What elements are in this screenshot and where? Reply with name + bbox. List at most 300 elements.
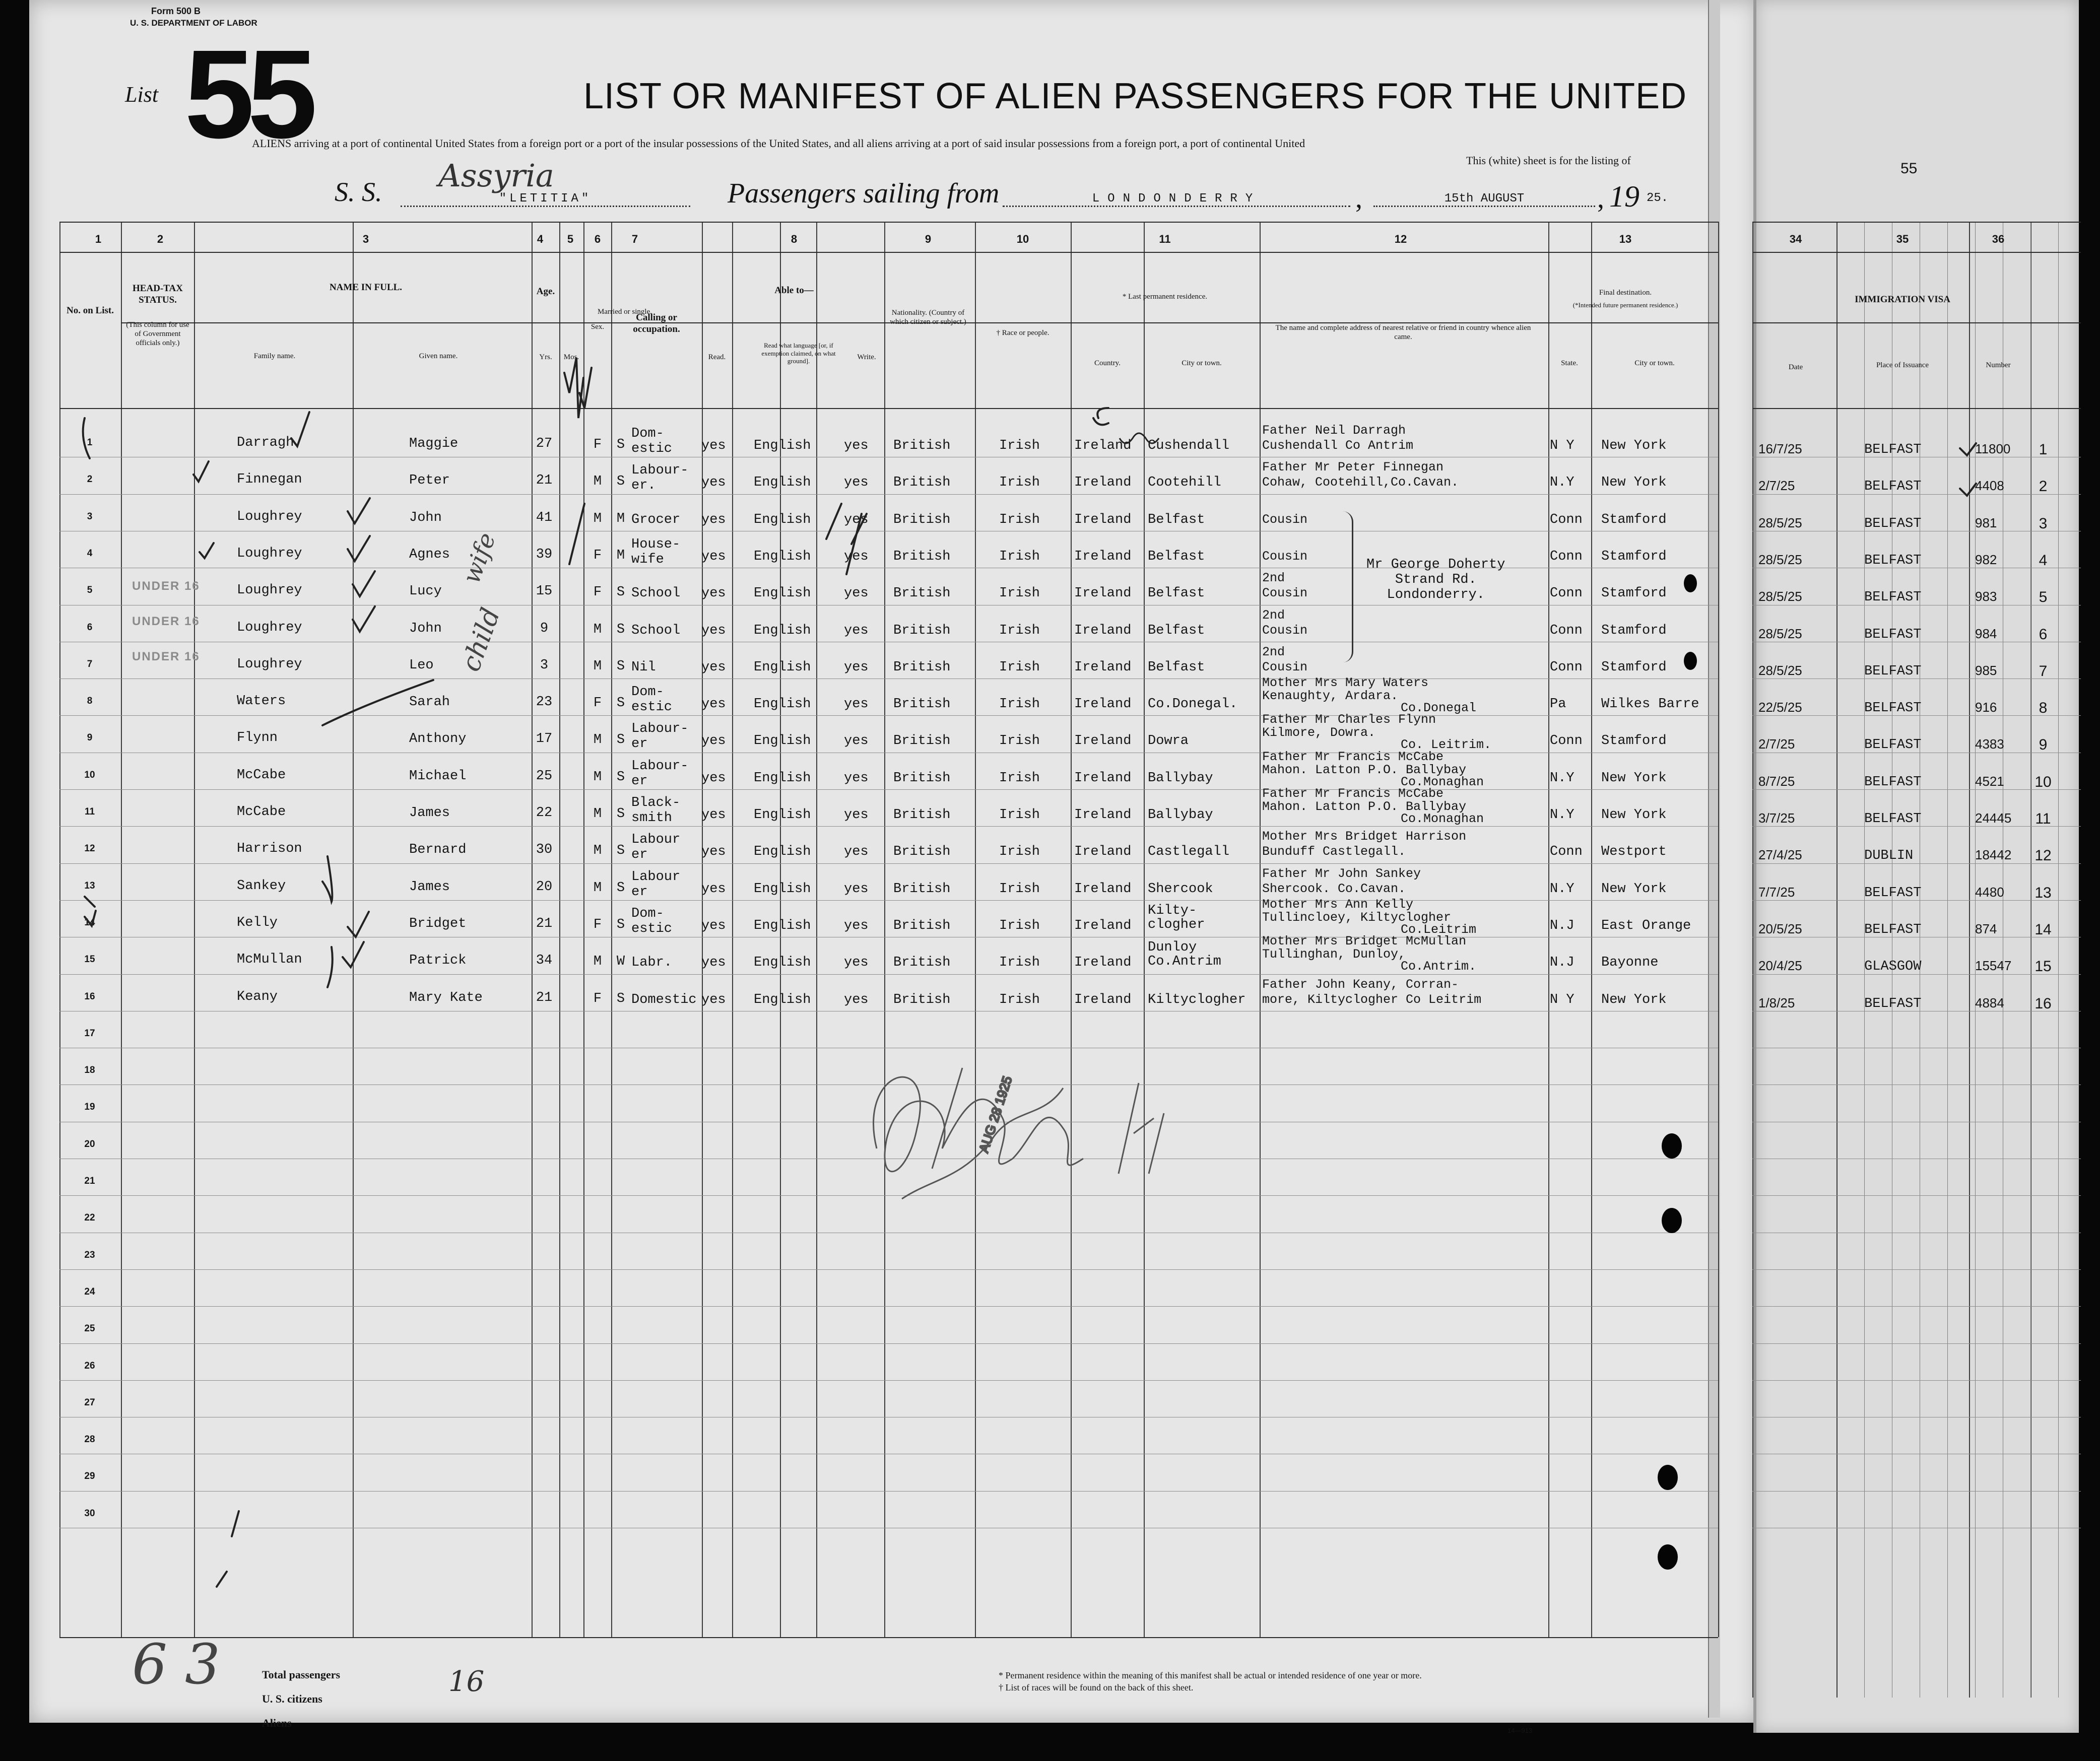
visa-date-cell: 28/5/25: [1758, 515, 1802, 530]
occupation-cell: er: [631, 885, 648, 900]
occupation-cell: House-: [631, 537, 681, 552]
row-number: 26: [84, 1361, 95, 1371]
visa-place-cell: BELFAST: [1864, 627, 1922, 642]
write-cell: yes: [844, 882, 869, 897]
race-header: † Race or people.: [996, 329, 1049, 337]
sex-cell: F: [593, 548, 602, 563]
visa-number-cell: 4383: [1975, 736, 2004, 752]
write-cell: yes: [844, 918, 869, 933]
visa-date-cell: 2/7/25: [1758, 736, 1795, 752]
ship-name: "LETITIA": [401, 192, 690, 207]
row-number: 7: [87, 659, 93, 669]
language-cell: English: [754, 882, 811, 897]
state-cell: N.Y: [1550, 771, 1574, 786]
marital-cell: S: [616, 474, 625, 489]
relative-cell: Father Neil Darragh: [1262, 423, 1406, 438]
ss-label: S. S.: [335, 177, 382, 207]
sex-cell: F: [593, 437, 602, 452]
marital-cell: W: [616, 954, 625, 969]
relative-line: Londonderry.: [1387, 587, 1485, 602]
row-number: 12: [84, 843, 95, 854]
column-number: 36: [1992, 233, 2005, 245]
handwritten-note: wife: [457, 529, 502, 587]
marital-cell: S: [616, 991, 625, 1006]
visa-number-cell: 983: [1975, 589, 1997, 604]
visa-date-cell: 1/8/25: [1758, 995, 1795, 1010]
nationality-cell: British: [893, 807, 951, 823]
race-cell: Irish: [999, 844, 1040, 859]
country-cell: Ireland: [1074, 844, 1132, 859]
race-cell: Irish: [999, 955, 1040, 970]
visa-place-cell: BELFAST: [1864, 922, 1922, 937]
occupation-cell: estic: [631, 441, 673, 456]
months-header: Mos.: [563, 353, 579, 361]
race-cell: Irish: [999, 475, 1040, 490]
visa-number-cell: 984: [1975, 626, 1997, 641]
nationality-header: Nationality. (Country of which citizen or subject.): [890, 309, 966, 326]
family-name-header: Family name.: [253, 352, 296, 360]
city-header: City or town.: [1182, 359, 1222, 367]
nationality-cell: British: [893, 623, 951, 638]
destination-city-cell: Stamford: [1601, 623, 1667, 638]
relative-cell: Cousin: [1262, 623, 1308, 638]
age-cell: 27: [536, 436, 553, 451]
year-prefix: 19: [1609, 180, 1639, 213]
year-suffix: 25.: [1647, 191, 1669, 205]
race-cell: Irish: [999, 882, 1040, 897]
marital-cell: S: [616, 732, 625, 748]
visa-number-cell: 4480: [1975, 885, 2004, 900]
country-cell: Ireland: [1074, 992, 1132, 1007]
read-cell: yes: [701, 844, 726, 859]
visa-date-cell: 8/7/25: [1758, 774, 1795, 789]
age-cell: 34: [536, 953, 553, 968]
write-cell: yes: [844, 807, 869, 823]
family-name-cell: Loughrey: [237, 546, 302, 561]
visa-row-number: 3: [2039, 515, 2048, 532]
race-cell: Irish: [999, 697, 1040, 712]
visa-row-number: 8: [2039, 700, 2048, 716]
language-cell: English: [754, 549, 811, 564]
state-cell: Conn: [1550, 660, 1583, 675]
destination-city-cell: Stamford: [1601, 586, 1667, 601]
marital-cell: M: [616, 511, 625, 526]
race-cell: Irish: [999, 992, 1040, 1007]
city-cell: Belfast: [1148, 586, 1205, 601]
white-sheet-note: This (white) sheet is for the listing of: [1466, 154, 1631, 167]
age-cell: 23: [536, 695, 553, 710]
destination-city-cell: Wilkes Barre: [1601, 697, 1699, 712]
given-name-cell: Patrick: [409, 953, 467, 968]
occupation-cell: Dom-: [631, 426, 664, 441]
relative-cell: Father Mr Francis McCabe: [1262, 786, 1444, 801]
city-cell: Cootehill: [1148, 475, 1221, 490]
column-number: 34: [1789, 233, 1802, 245]
age-cell: 21: [536, 473, 553, 488]
punch-hole: [1662, 1133, 1682, 1159]
visa-place-cell: DUBLIN: [1864, 848, 1914, 863]
visa-row-number: 14: [2035, 921, 2052, 938]
race-cell: Irish: [999, 918, 1040, 933]
column-number: 12: [1394, 233, 1407, 245]
occupation-cell: er: [631, 736, 648, 752]
destination-city-cell: Westport: [1601, 844, 1667, 859]
race-cell: Irish: [999, 512, 1040, 527]
language-cell: English: [754, 660, 811, 675]
marital-cell: S: [616, 622, 625, 637]
row-number: 30: [84, 1508, 95, 1519]
sex-cell: M: [593, 770, 602, 785]
visa-date-cell: 3/7/25: [1758, 810, 1795, 826]
read-language-header: Read what language [or, if exemption claimed, on what ground].: [761, 342, 836, 365]
visa-row-number: 15: [2035, 958, 2052, 975]
visa-number-cell: 24445: [1975, 810, 2012, 826]
destination-city-header: City or town.: [1634, 359, 1675, 367]
relative-cell: Co.Antrim.: [1401, 959, 1477, 974]
race-footnote: † List of races will be found on the back of this sheet.: [999, 1682, 1194, 1692]
visa-date-header: Date: [1788, 363, 1803, 371]
row-number: 19: [84, 1102, 95, 1112]
department-label: U. S. DEPARTMENT OF LABOR: [130, 18, 257, 28]
read-cell: yes: [701, 549, 726, 564]
write-header: Write.: [857, 353, 876, 361]
row-number: 6: [87, 622, 93, 633]
race-cell: Irish: [999, 438, 1040, 453]
relative-cell: Shercook. Co.Cavan.: [1262, 882, 1406, 896]
column-number: 13: [1619, 233, 1632, 245]
nationality-cell: British: [893, 660, 951, 675]
marital-cell: S: [616, 880, 625, 896]
row-number: 16: [84, 991, 95, 1002]
given-name-cell: Anthony: [409, 731, 467, 747]
country-cell: Ireland: [1074, 623, 1132, 638]
destination-city-cell: Stamford: [1601, 660, 1667, 675]
comma: ,: [1355, 183, 1362, 214]
visa-place-cell: BELFAST: [1864, 664, 1922, 679]
state-cell: Conn: [1550, 549, 1583, 564]
read-cell: yes: [701, 586, 726, 601]
read-cell: yes: [701, 660, 726, 675]
relative-cell: Co.Monaghan: [1401, 775, 1484, 789]
years-header: Yrs.: [539, 353, 552, 361]
language-cell: English: [754, 586, 811, 601]
given-name-cell: Bernard: [409, 842, 467, 857]
occupation-header: Calling or occupation.: [633, 312, 680, 334]
country-cell: Ireland: [1074, 475, 1132, 490]
age-cell: 30: [536, 842, 553, 857]
us-citizens-label: U. S. citizens: [262, 1692, 322, 1705]
country-cell: Ireland: [1074, 882, 1132, 897]
sex-cell: M: [593, 659, 602, 674]
occupation-cell: Domestic: [631, 992, 697, 1007]
write-cell: yes: [844, 733, 869, 749]
row-number: 25: [84, 1323, 95, 1334]
row-number: 29: [84, 1471, 95, 1481]
list-number: 55: [184, 24, 311, 164]
occupation-cell: smith: [631, 810, 673, 826]
occupation-cell: Black-: [631, 795, 681, 810]
write-cell: yes: [844, 438, 869, 453]
visa-date-cell: 28/5/25: [1758, 589, 1802, 604]
state-cell: Conn: [1550, 623, 1583, 638]
visa-row-number: 11: [2035, 810, 2051, 827]
language-cell: English: [754, 955, 811, 970]
given-name-cell: Agnes: [409, 547, 450, 562]
sex-cell: F: [593, 696, 602, 711]
visa-number-cell: 985: [1975, 663, 1997, 678]
row-number: 23: [84, 1250, 95, 1260]
given-name-cell: Lucy: [409, 584, 442, 599]
write-cell: yes: [844, 992, 869, 1007]
race-cell: Irish: [999, 623, 1040, 638]
city-cell: Ballybay: [1148, 807, 1213, 823]
age-cell: 25: [536, 769, 553, 784]
state-cell: Conn: [1550, 512, 1583, 527]
marital-cell: M: [616, 548, 625, 563]
city-cell: Co.Donegal.: [1148, 697, 1238, 712]
age-cell: 21: [536, 916, 553, 931]
destination-city-cell: New York: [1601, 882, 1667, 897]
final-destination-header: Final destination.: [1599, 289, 1652, 297]
language-cell: English: [754, 438, 811, 453]
race-cell: Irish: [999, 660, 1040, 675]
country-cell: Ireland: [1074, 697, 1132, 712]
race-cell: Irish: [999, 733, 1040, 749]
write-cell: yes: [844, 586, 869, 601]
write-cell: yes: [844, 771, 869, 786]
relative-cell: Co.Leitrim: [1401, 922, 1477, 937]
age-cell: 39: [536, 547, 553, 562]
age-cell: 41: [536, 510, 553, 525]
total-passengers-label: Total passengers: [262, 1668, 341, 1681]
nationality-cell: British: [893, 955, 951, 970]
visa-row-number: 9: [2039, 736, 2048, 753]
family-name-cell: Finnegan: [237, 472, 302, 487]
visa-number-cell: 15547: [1975, 958, 2012, 973]
occupation-cell: Labour-: [631, 759, 689, 774]
write-cell: yes: [844, 549, 869, 564]
read-cell: yes: [701, 623, 726, 638]
state-header: State.: [1561, 359, 1578, 367]
occupation-cell: Nil: [631, 660, 656, 675]
column-number: 11: [1159, 233, 1171, 245]
destination-city-cell: New York: [1601, 771, 1667, 786]
row-number: 24: [84, 1286, 95, 1297]
country-cell: Ireland: [1074, 586, 1132, 601]
row-number: 21: [84, 1176, 95, 1186]
nationality-cell: British: [893, 512, 951, 527]
handwritten-note: child: [455, 604, 506, 675]
occupation-cell: Grocer: [631, 512, 681, 527]
relative-cell: Mahon. Latton P.O. Ballybay: [1262, 763, 1467, 777]
race-cell: Irish: [999, 771, 1040, 786]
relative-cell: Co. Leitrim.: [1401, 737, 1492, 752]
family-name-cell: Sankey: [237, 878, 286, 894]
visa-place-cell: BELFAST: [1864, 516, 1922, 531]
sex-cell: M: [593, 880, 602, 896]
occupation-cell: Labour-: [631, 463, 689, 478]
write-cell: yes: [844, 697, 869, 712]
marital-cell: S: [616, 696, 625, 711]
city-cell: Co.Antrim: [1148, 954, 1221, 969]
under-16-stamp: UNDER 16: [132, 650, 200, 663]
comma: ,: [1597, 183, 1604, 214]
final-destination-note: (*Intended future permanent residence.): [1572, 301, 1678, 309]
relative-cell: Mother Mrs Bridget Harrison: [1262, 829, 1467, 844]
visa-number-cell: 981: [1975, 515, 1997, 530]
family-name-cell: Loughrey: [237, 620, 302, 635]
marital-cell: S: [616, 917, 625, 932]
row-number: 8: [87, 696, 93, 706]
visa-place-cell: BELFAST: [1864, 701, 1922, 716]
visa-number-cell: 11800: [1975, 441, 2011, 456]
read-cell: yes: [701, 512, 726, 527]
state-cell: Conn: [1550, 844, 1583, 859]
sex-cell: M: [593, 954, 602, 969]
visa-place-cell: BELFAST: [1864, 553, 1922, 568]
row-number: 28: [84, 1434, 95, 1445]
visa-row-number: 1: [2039, 441, 2048, 458]
marital-cell: S: [616, 770, 625, 785]
write-cell: yes: [844, 844, 869, 859]
relative-cell: Cousin: [1262, 586, 1308, 600]
sailing-date: 15th AUGUST: [1373, 192, 1595, 207]
row-number: 27: [84, 1397, 95, 1408]
state-cell: N.J: [1550, 955, 1574, 970]
nationality-cell: British: [893, 475, 951, 490]
visa-date-cell: 20/4/25: [1758, 958, 1802, 973]
relative-cell: 2nd: [1262, 608, 1285, 623]
total-passengers-value: 16: [448, 1665, 485, 1698]
country-cell: Ireland: [1074, 438, 1132, 453]
relative-cell: Co.Donegal: [1401, 701, 1477, 715]
sex-cell: M: [593, 622, 602, 637]
under-16-stamp: UNDER 16: [132, 579, 200, 593]
visa-place-cell: BELFAST: [1864, 811, 1922, 827]
language-cell: English: [754, 475, 811, 490]
visa-place-cell: BELFAST: [1864, 737, 1922, 753]
state-cell: N.Y: [1550, 882, 1574, 897]
row-number: 11: [84, 806, 95, 817]
visa-row-number: 7: [2039, 663, 2048, 680]
country-cell: Ireland: [1074, 549, 1132, 564]
marital-cell: S: [616, 585, 625, 600]
given-name-cell: Michael: [409, 769, 467, 784]
age-cell: 20: [536, 879, 553, 895]
occupation-cell: Dom-: [631, 685, 664, 700]
read-cell: yes: [701, 771, 726, 786]
manifest-title: LIST OR MANIFEST OF ALIEN PASSENGERS FOR THE UNITED: [583, 76, 1687, 116]
visa-date-cell: 2/7/25: [1758, 478, 1795, 493]
city-cell: Belfast: [1148, 512, 1205, 527]
visa-number-cell: 982: [1975, 552, 1997, 567]
visa-date-cell: 28/5/25: [1758, 552, 1802, 567]
relative-cell: Cushendall Co Antrim: [1262, 438, 1414, 453]
punch-hole: [1684, 652, 1697, 670]
city-cell: Castlegall: [1148, 844, 1230, 859]
given-name-cell: Leo: [409, 658, 434, 673]
visa-row-number: 2: [2039, 478, 2048, 495]
city-cell: clogher: [1148, 917, 1205, 932]
nationality-cell: British: [893, 697, 951, 712]
visa-number-cell: 18442: [1975, 847, 2012, 862]
row-number: 17: [84, 1028, 95, 1039]
given-name-cell: Maggie: [409, 436, 458, 451]
occupation-cell: estic: [631, 700, 673, 715]
occupation-cell: School: [631, 586, 681, 601]
head-tax-header: HEAD-TAX STATUS.: [133, 283, 183, 305]
handwritten-number: 6 3: [132, 1632, 220, 1697]
sex-header: Sex.: [590, 323, 605, 331]
given-name-cell: Peter: [409, 473, 450, 488]
city-cell: Belfast: [1148, 549, 1205, 564]
visa-place-cell: GLASGOW: [1864, 959, 1922, 974]
state-cell: N.J: [1550, 918, 1574, 933]
country-cell: Ireland: [1074, 733, 1132, 749]
sex-cell: M: [593, 806, 602, 822]
visa-row-number: 4: [2039, 552, 2048, 569]
occupation-cell: er: [631, 847, 648, 862]
family-name-cell: Keany: [237, 989, 278, 1004]
visa-place-cell: BELFAST: [1864, 442, 1922, 457]
read-cell: yes: [701, 733, 726, 749]
last-residence-header: * Last permanent residence.: [1122, 293, 1208, 301]
sex-cell: M: [593, 511, 602, 526]
relative-cell: Co.Monaghan: [1401, 811, 1484, 826]
read-cell: yes: [701, 697, 726, 712]
visa-date-cell: 22/5/25: [1758, 700, 1802, 715]
country-cell: Ireland: [1074, 660, 1132, 675]
marital-cell: S: [616, 806, 625, 822]
language-cell: English: [754, 512, 811, 527]
read-cell: yes: [701, 992, 726, 1007]
state-cell: N.Y: [1550, 475, 1574, 490]
age-cell: 21: [536, 990, 553, 1005]
marital-cell: S: [616, 843, 625, 858]
family-name-cell: Loughrey: [237, 509, 302, 524]
sex-cell: M: [593, 843, 602, 858]
family-name-cell: McCabe: [237, 804, 286, 820]
nationality-cell: British: [893, 549, 951, 564]
city-cell: Ballybay: [1148, 771, 1213, 786]
occupation-cell: er.: [631, 478, 656, 493]
marital-cell: S: [616, 659, 625, 674]
country-cell: Ireland: [1074, 512, 1132, 527]
column-number: 2: [157, 233, 164, 245]
race-cell: Irish: [999, 586, 1040, 601]
nationality-cell: British: [893, 586, 951, 601]
visa-date-cell: 7/7/25: [1758, 885, 1795, 900]
row-number: 10: [84, 770, 95, 780]
column-number: 7: [631, 233, 638, 245]
column-number: 4: [537, 233, 544, 245]
relative-cell: Father Mr Francis McCabe: [1262, 750, 1444, 764]
occupation-cell: Labr.: [631, 955, 673, 970]
family-name-cell: McCabe: [237, 768, 286, 783]
state-cell: Conn: [1550, 586, 1583, 601]
given-name-cell: John: [409, 621, 442, 636]
punch-hole: [1658, 1465, 1678, 1490]
visa-place-cell: BELFAST: [1864, 590, 1922, 605]
head-tax-note: (This column for use of Government officials only.): [126, 321, 189, 347]
city-cell: Kilty-: [1148, 903, 1197, 918]
column-number: 10: [1016, 233, 1029, 245]
relative-cell: Mother Mrs Bridget McMullan: [1262, 934, 1467, 949]
family-name-cell: Flynn: [237, 730, 278, 746]
given-name-cell: James: [409, 879, 450, 895]
family-name-cell: McMullan: [237, 952, 302, 967]
write-cell: yes: [844, 623, 869, 638]
